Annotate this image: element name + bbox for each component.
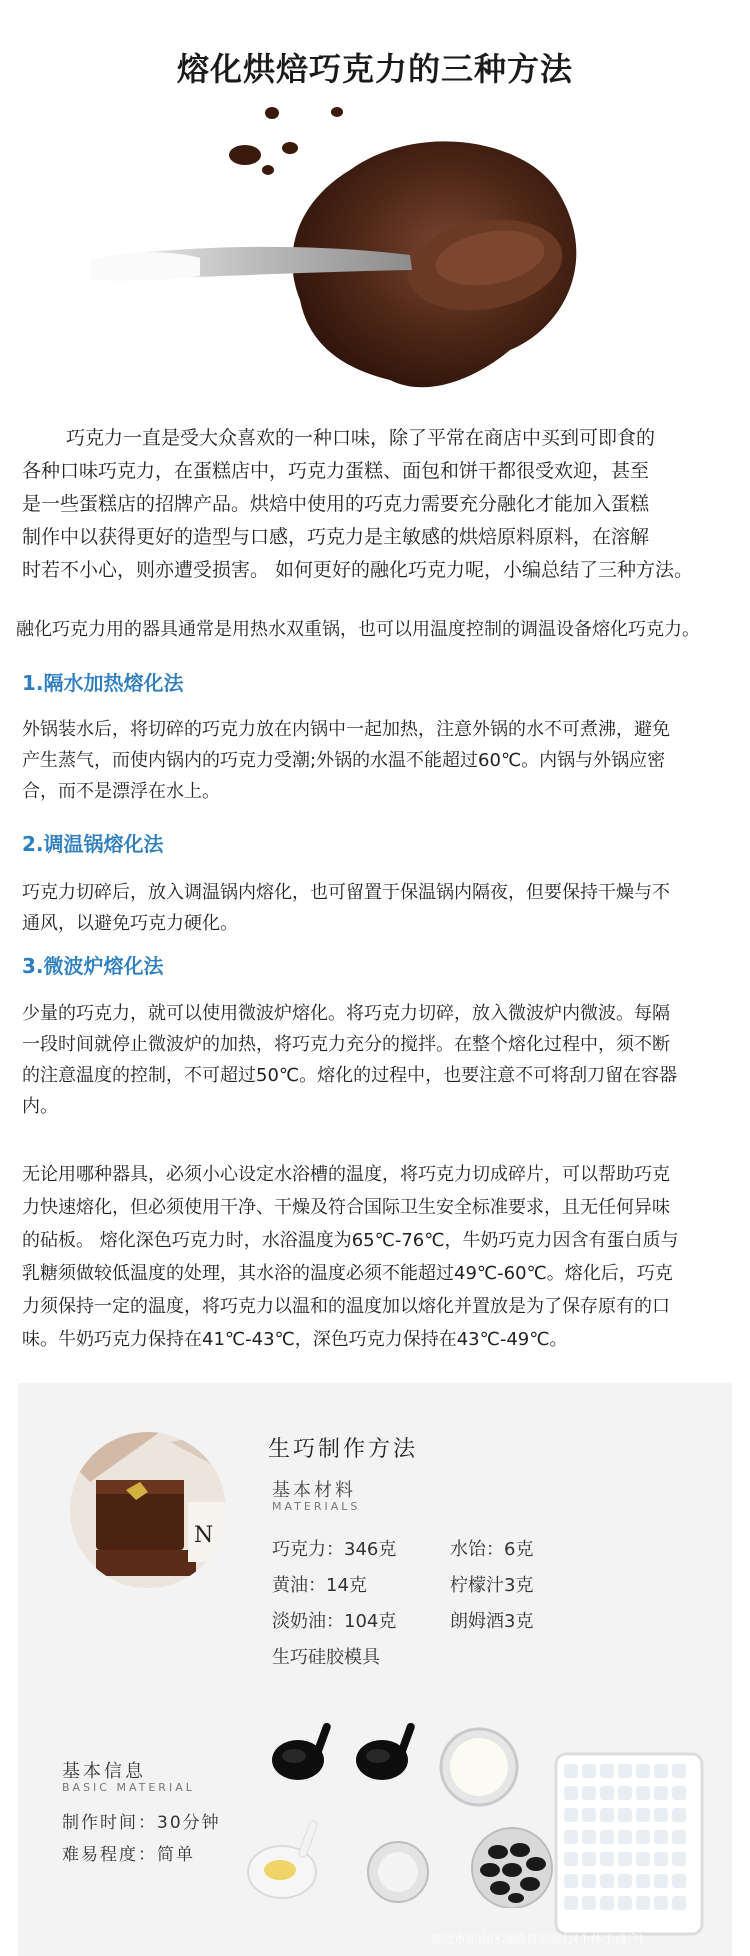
- paragraph-line: 外锅装水后，将切碎的巧克力放在内锅中一起加热，注意外锅的水不可煮沸，避免: [22, 719, 670, 740]
- materials-heading: 基本材料: [272, 1480, 356, 1501]
- method-heading-2: 2.调温锅熔化法: [22, 832, 164, 856]
- ingredient: 巧克力：346克: [272, 1539, 397, 1560]
- intro-line: 各种口味巧克力，在蛋糕店中，巧克力蛋糕、面包和饼干都很受欢迎，甚至: [22, 460, 650, 482]
- difficulty: 难易程度：简单: [62, 1845, 195, 1865]
- basic-info-heading: 基本信息: [62, 1761, 146, 1782]
- intro-line: 是一些蛋糕店的招牌产品。烘焙中使用的巧克力需要充分融化才能加入蛋糕: [22, 493, 650, 515]
- basic-info-heading-en: BASIC MATERIAL: [62, 1781, 195, 1794]
- paragraph-line: 力快速熔化，但必须使用干净、干燥及符合国际卫生安全标准要求，且无任何异味: [22, 1197, 670, 1218]
- materials-heading-en: MATERIALS: [272, 1500, 361, 1513]
- svg-text:N: N: [194, 1523, 214, 1548]
- method-paragraph-2: [22, 877, 734, 939]
- paragraph-line: 力须保持一定的温度，将巧克力以温和的温度加以熔化并置放是为了保存原有的口: [22, 1296, 670, 1317]
- cream-bowl-image: [438, 1726, 520, 1808]
- chocolate-cake-photo: [70, 1432, 226, 1588]
- watermark: 东莞市松山区凌韵食品商行(个体工商户): [430, 1932, 644, 1946]
- method-heading-3: 3.微波炉熔化法: [22, 954, 164, 978]
- paragraph-line: 的注意温度的控制，不可超过50℃。熔化的过程中，也要注意不可将刮刀留在容器: [22, 1065, 678, 1086]
- method-paragraph-3: [22, 998, 734, 1122]
- ingredient: 朗姆酒3克: [450, 1611, 534, 1632]
- paragraph-line: 合，而不是漂浮在水上。: [22, 781, 220, 802]
- ingredient: 淡奶油：104克: [272, 1611, 397, 1632]
- page-title: 熔化烘焙巧克力的三种方法: [176, 50, 573, 88]
- paragraph-line: 产生蒸气，而使内锅内的巧克力受潮;外锅的水温不能超过60℃。内锅与外锅应密: [22, 750, 666, 771]
- paragraph-line: 乳糖须做较低温度的处理，其水浴的温度必须不能超过49℃-60℃。熔化后，巧克: [22, 1263, 673, 1284]
- intro-line: 制作中以获得更好的造型与口感，巧克力是主敏感的烘焙原料原料，在溶解: [22, 526, 650, 548]
- ingredient: 柠檬汁3克: [450, 1575, 534, 1596]
- bottom-ingredients-image: [240, 1812, 600, 1908]
- ingredient: 水饴：6克: [450, 1539, 534, 1560]
- chocolate-spoon-image: [90, 100, 650, 410]
- closing-paragraph: [22, 1158, 734, 1356]
- ingredient: 黄油：14克: [272, 1575, 367, 1596]
- prep-time: 制作时间：30分钟: [62, 1813, 221, 1833]
- intro-paragraph: [22, 422, 722, 587]
- tools-paragraph: 融化巧克力用的器具通常是用热水双重锅，也可以用温度控制的调温设备熔化巧克力。: [16, 619, 700, 640]
- paragraph-line: 的砧板。 熔化深色巧克力时，水浴温度为65℃-76℃，牛奶巧克力因含有蛋白质与: [22, 1230, 679, 1251]
- paragraph-line: 味。牛奶巧克力保持在41℃-43℃，深色巧克力保持在43℃-49℃。: [22, 1329, 568, 1350]
- paragraph-line: 少量的巧克力，就可以使用微波炉熔化。将巧克力切碎，放入微波炉内微波。每隔: [22, 1003, 670, 1024]
- intro-line: 巧克力一直是受大众喜欢的一种口味，除了平常在商店中买到可即食的: [66, 427, 656, 449]
- paragraph-line: 无论用哪种器具，必须小心设定水浴槽的温度，将巧克力切成碎片，可以帮助巧克: [22, 1164, 670, 1185]
- paragraph-line: 一段时间就停止微波炉的加热，将巧克力充分的搅拌。在整个熔化过程中，须不断: [22, 1034, 670, 1055]
- method-heading-1: 1.隔水加热熔化法: [22, 671, 184, 695]
- paragraph-line: 通风，以避免巧克力硬化。: [22, 913, 238, 934]
- method-paragraph-1: [22, 714, 734, 807]
- ingredient: 生巧硅胶模具: [272, 1647, 380, 1668]
- paragraph-line: 巧克力切碎后，放入调温锅内熔化，也可留置于保温锅内隔夜，但要保持干燥与不: [22, 882, 670, 903]
- recipe-title: 生巧制作方法: [268, 1437, 419, 1462]
- ingredient-dishes-image: [270, 1718, 418, 1784]
- intro-line: 时若不小心，则亦遭受损害。 如何更好的融化巧克力呢，小编总结了三种方法。: [22, 559, 694, 581]
- paragraph-line: 内。: [22, 1096, 58, 1117]
